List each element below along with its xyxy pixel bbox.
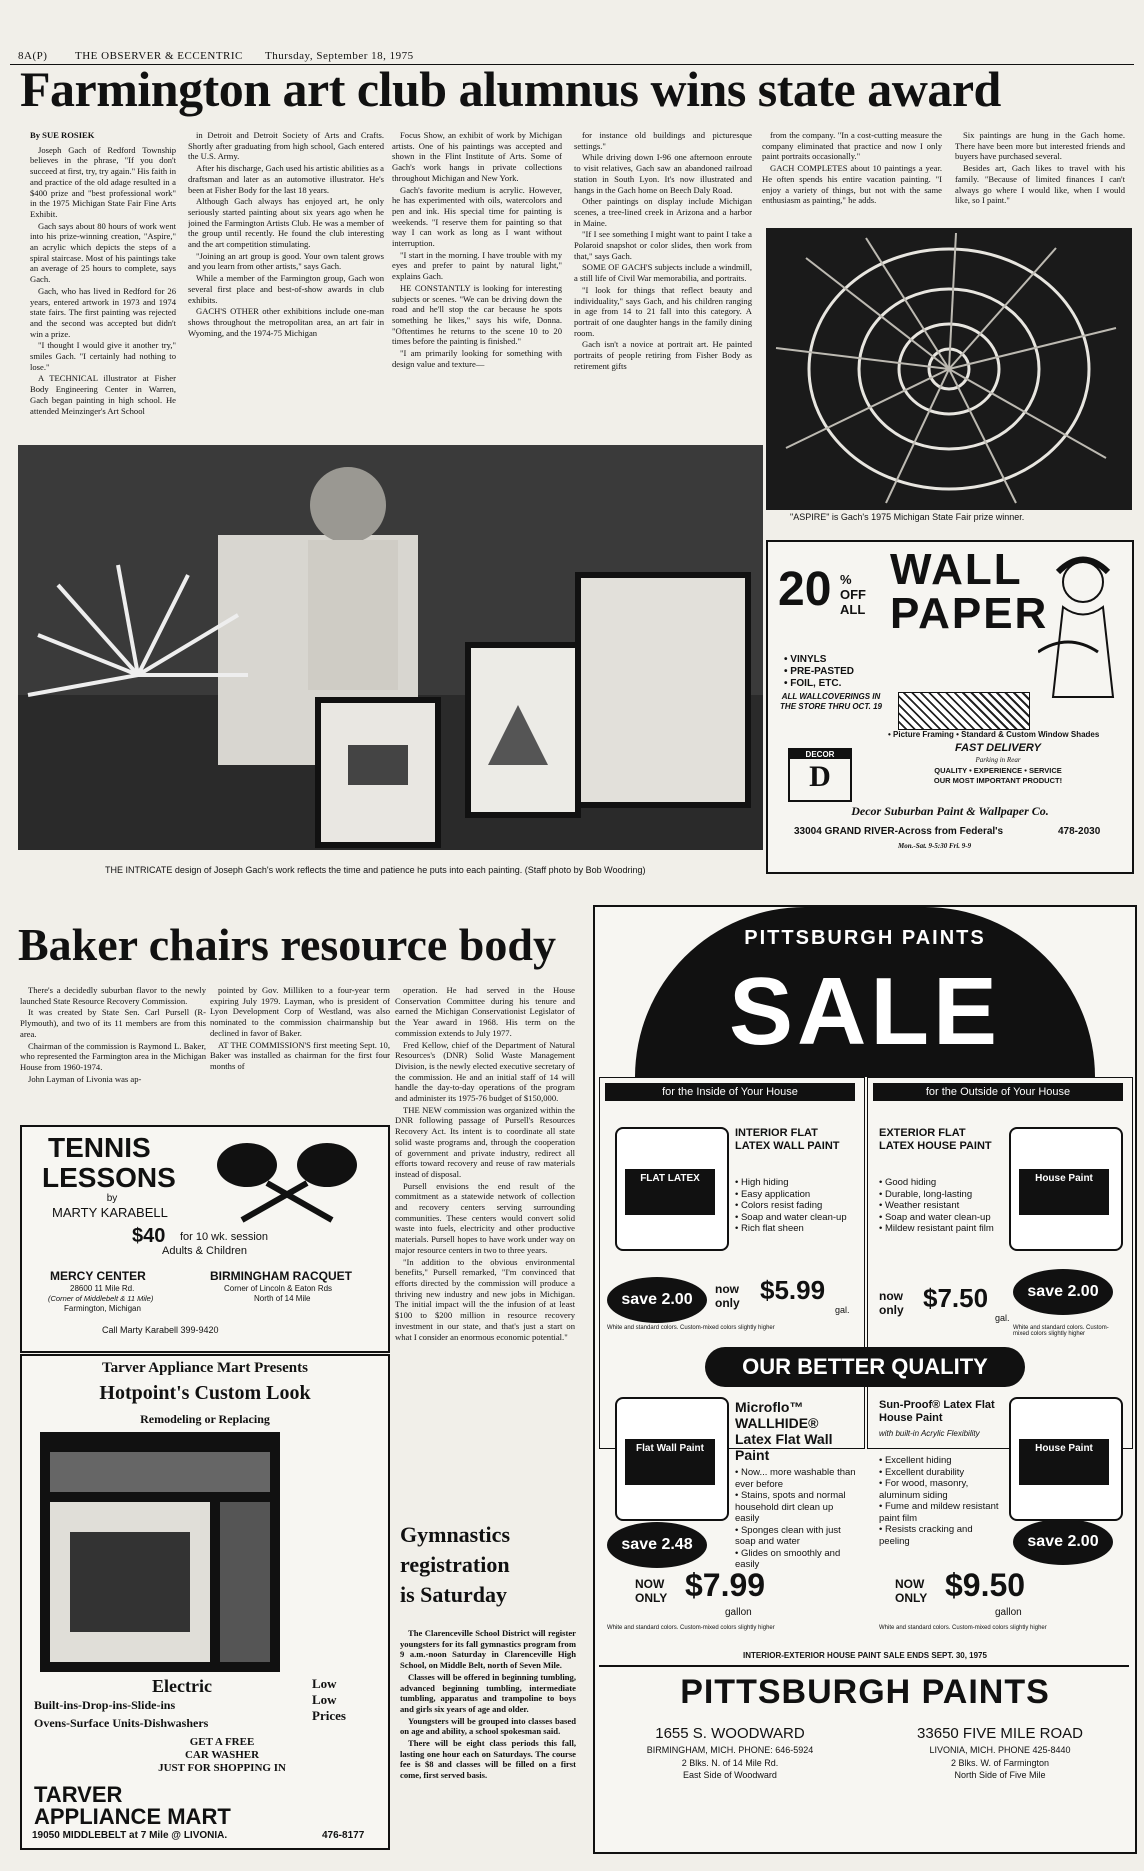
product-4-features: • Excellent hiding • Excellent durability • For wood, masonry, aluminum siding • Fume and mildew resistant paint film • Resists cracking and peeling — [879, 1455, 1004, 1547]
paragraph: A TECHNICAL illustrator at Fisher Body Engineering Center in Warren, Gach began painting in high school. He attended Meinzinger's Art School — [30, 373, 176, 416]
wall-title: WALL — [890, 545, 1023, 594]
paint-can-sunproof: House Paint — [1009, 1397, 1123, 1521]
story1-column-6 — [955, 130, 1125, 230]
inside-tab: for the Inside of Your House — [605, 1083, 855, 1101]
motto: OUR MOST IMPORTANT PRODUCT! — [933, 776, 1063, 785]
tarver-appliance-ad — [20, 1354, 390, 1850]
gymnastics-headline: Gymnastics registration is Saturday — [400, 1522, 510, 1607]
product-1-savings: save 2.00 — [607, 1277, 707, 1323]
product-3-name: Microflo™ WALLHIDE® Latex Flat Wall Paint — [735, 1399, 833, 1463]
low-prices: Low Low Prices — [312, 1676, 346, 1723]
call-line: Call Marty Karabell 399-9420 — [102, 1325, 219, 1335]
store-logo: TARVER APPLIANCE MART — [34, 1782, 231, 1829]
product-2-fine-print: White and standard colors. Custom-mixed colors slightly higher — [1013, 1325, 1109, 1337]
paragraph: Six paintings are hung in the Gach home. There have been more but interested friends and buyers have purchased several. — [955, 130, 1125, 162]
store-1-city: BIRMINGHAM, MICH. PHONE: 646-5924 — [646, 1745, 814, 1755]
paint-can-interior: FLAT LATEX — [615, 1127, 729, 1251]
store-2-city: LIVONIA, MICH. PHONE 425-8440 — [929, 1745, 1071, 1755]
sale-word: SALE — [728, 958, 1002, 1065]
brand-name: PITTSBURGH PAINTS — [680, 1673, 1050, 1711]
paragraph: SOME OF GACH'S subjects include a windmill, a still life of Civil War memorabilia, and portraits. — [574, 262, 752, 284]
paragraph: Other paintings on display include Michigan scenes, a tree-lined creek in Arizona and a harbor in Maine. — [574, 196, 752, 228]
artist-with-paintings-image — [18, 445, 763, 850]
location-1-corner: (Corner of Middlebelt & 11 Mile) — [48, 1294, 154, 1303]
store-name: Decor Suburban Paint & Wallpaper Co. — [851, 804, 1049, 818]
story1-column-4 — [574, 130, 752, 440]
paragraph: for instance old buildings and picturesque settings." — [574, 130, 752, 151]
decor-logo: DECOR D — [788, 748, 852, 802]
spiral-staircase-image — [766, 228, 1132, 510]
product-3-now: NOW ONLY — [635, 1577, 668, 1605]
paragraph: There will be eight class periods this fall, lasting one hour each on Saturdays. The course fee is $8 and classes will be filled on a first come, first served basis. — [400, 1738, 576, 1781]
paragraph: THE NEW commission was organized within the DNR following passage of Pursell's Resources Recovery Act. Its intent is to coordinate all state solid waste programs and, through the cooperation of government and private industry, redirect all efforts toward recovery and reuse of raw materials instead of disposal. — [395, 1104, 575, 1179]
paragraph: John Layman of Livonia was ap- — [28, 1073, 142, 1084]
paragraph: While driving down I-96 one afternoon enroute to visit relatives, Gach saw an abandoned railroad station in South Lyon. It's now illustrated and hangs in the Gach home on Beech Daly Road. — [574, 152, 752, 195]
paragraph: "I look for things that reflect beauty and individuality," says Gach, and his children ranging in age from 14 to 21 fall into this category. A portrait of one daughter hangs in the family dining room. — [574, 284, 752, 338]
store-phone: 478-2030 — [1058, 826, 1101, 837]
price: $40 — [132, 1225, 166, 1247]
paragraph: Although Gach always has enjoyed art, he only seriously started painting about six years ago when he joined the Farmington Artists Club. He was a member of the group until recently. He found the club interesting and the art competition stimulating. — [188, 196, 384, 250]
paragraph: "I am primarily looking for something with design value and texture— — [392, 348, 562, 369]
issue-date: Thursday, September 18, 1975 — [265, 50, 414, 62]
outside-tab: for the Outside of Your House — [873, 1083, 1123, 1101]
paragraph: "In addition to the obvious environmental benefits," Pursell remarked, "I'm convinced that efforts directed by the commission will produce a thriving new industry and new jobs in Michigan. The initial impact will the the infusion of at least $100 to $200 million in resource recovery investment in our state, and that's just a start on what I consider an enormous economic potential." — [395, 1256, 575, 1342]
product-3-features: • Now... more washable than ever before • Stains, spots and normal household dirt clean up easily • Sponges clean with just soap and water • Glides on smoothly and easily — [735, 1467, 860, 1571]
session-length: for 10 wk. session — [180, 1231, 269, 1243]
product-4-subtitle: with built-in Acrylic Flexibility — [879, 1429, 980, 1438]
story1-column-1 — [30, 130, 176, 440]
paragraph: Chairman of the commission is Raymond L. Baker, who represented the Farmington area in the Michigan House from 1960-1974. — [20, 1040, 206, 1072]
paragraph: "If I see something I might want to paint I take a Polaroid snapshot or color slides, then work from that," says Gach. — [574, 229, 752, 261]
paragraph: "I start in the morning. I have trouble with my eyes and prefer to paint by natural light," explains Gach. — [392, 249, 562, 282]
paragraph: Gach says about 80 hours of work went into his prize-winning creation, "Aspire," an acrylic which depicts the steps of a spiral staircase. Most of his paintings take an average of 25 hours to complete, says Gach. — [30, 220, 176, 285]
paragraph: "I thought I would give it another try," smiles Gach. "I certainly had nothing to lose." — [30, 340, 176, 372]
story2-headline: Baker chairs resource body — [18, 919, 556, 970]
aspire-caption: "ASPIRE" is Gach's 1975 Michigan State Fair prize winner. — [790, 512, 1025, 522]
page-number: 8A(P) — [18, 50, 48, 62]
paragraph: Pursell envisions the end result of the commitment as a statewide network of collection and recovery centers serving surrounding communities. These centers would convert solid waste into fuels, electricity and other productive materials. Pursell hopes to have work under way on major resource centers in two to three years. — [395, 1180, 575, 1255]
paragraph: Gach isn't a novice at portrait art. He painted portraits of people retiring from Fisher Body as retirement gifts — [574, 339, 752, 371]
offer-note: ALL WALLCOVERINGS IN THE STORE THRU OCT. 19 — [780, 692, 882, 711]
wallpaper-types — [784, 654, 854, 690]
store-hours: Mon.-Sat. 9-5:30 Fri. 9-9 — [898, 842, 972, 850]
paint-can-exterior: House Paint — [1009, 1127, 1123, 1251]
product-4-fine-print: White and standard colors. Custom-mixed colors slightly higher — [879, 1625, 1047, 1631]
discount-label: % OFF ALL — [840, 572, 866, 617]
store-2-directions: 2 Blks. W. of Farmington — [950, 1758, 1050, 1768]
paragraph: from the company. "In a cost-cutting measure the company eliminated that practice and now I only paint portraits occasionally." — [762, 130, 942, 162]
product-2-now: now only — [879, 1289, 904, 1317]
product-4-savings: save 2.00 — [1013, 1519, 1113, 1565]
paragraph: After his discharge, Gach used his artistic abilities as a draftsman and later as an automotive illustrator. He's been at Fisher Body for the last 18 years. — [188, 163, 384, 195]
product-4-price: $9.50 — [945, 1567, 1026, 1603]
store-address: 33004 GRAND RIVER-Across from Federal's — [794, 826, 1004, 837]
story2-column-3 — [395, 985, 575, 1515]
story1-headline: Farmington art club alumnus wins state award — [20, 61, 1001, 117]
product-4-unit: gallon — [995, 1607, 1022, 1618]
range-illustration — [40, 1432, 280, 1672]
quality-line: QUALITY • EXPERIENCE • SERVICE — [934, 766, 1062, 775]
artist-photo — [18, 445, 763, 850]
product-4-now: NOW ONLY — [895, 1577, 928, 1605]
product-1-price: $5.99 — [760, 1275, 826, 1305]
paragraph: There's a decidedly suburban flavor to the newly launched State Resource Recovery Commission. — [20, 985, 206, 1006]
location-1-name: MERCY CENTER — [50, 1269, 146, 1283]
arc-brand: PITTSBURGH PAINTS — [744, 927, 986, 949]
tarver-title: Hotpoint's Custom Look — [99, 1382, 311, 1404]
paragraph: Youngsters will be grouped into classes based on age and ability, a school spokesman said. — [400, 1715, 576, 1737]
paragraph: While a member of the Farmington group, Gach won several first place and best-of-show awards in club exhibits. — [188, 273, 384, 305]
gymnastics-body — [400, 1628, 576, 1866]
tennis-ad — [20, 1125, 390, 1353]
racquets-icon — [202, 1135, 372, 1225]
paper-name: THE OBSERVER & ECCENTRIC — [75, 50, 243, 62]
paragraph: The Clarenceville School District will register youngsters for its fall gymnastics program from 9 a.m.-noon Saturday in Clarenceville High School, on Middle Belt, north of Seven Mile. — [400, 1628, 576, 1671]
list-item: • PRE-PASTED — [784, 666, 854, 677]
paint-can-wallhide: Flat Wall Paint — [615, 1397, 729, 1521]
sale-ends: INTERIOR-EXTERIOR HOUSE PAINT SALE ENDS SEPT. 30, 1975 — [743, 1651, 987, 1660]
product-2-price: $7.50 — [923, 1283, 989, 1313]
location-2-name: BIRMINGHAM RACQUET — [210, 1269, 352, 1283]
discount-percent: 20 — [778, 563, 832, 616]
audience: Adults & Children — [162, 1245, 247, 1257]
list-item: • VINYLS — [784, 654, 827, 665]
product-3-unit: gallon — [725, 1607, 752, 1618]
list-item: • FOIL, ETC. — [784, 678, 842, 689]
services-line: • Picture Framing • Standard & Custom Window Shades — [888, 730, 1100, 739]
paragraph: AT THE COMMISSION'S first meeting Sept. 10, Baker was installed as chairman for the first four months of — [210, 1039, 390, 1071]
instructor-name: MARTY KARABELL — [52, 1205, 168, 1220]
wallpaper-ad — [766, 540, 1134, 874]
paragraph: Focus Show, an exhibit of work by Michigan artists. One of his paintings was accepted and shown in the Flint Institute of Arts. Some of Gach's work hangs in private collections throughout Michigan and New York. — [392, 130, 562, 183]
product-3-price: $7.99 — [685, 1567, 766, 1603]
story1-column-5 — [762, 130, 942, 230]
woman-illustration — [1038, 552, 1124, 702]
photo-caption: THE INTRICATE design of Joseph Gach's work reflects the time and patience he puts into each painting. (Staff photo by Bob Woodring) — [105, 865, 646, 875]
paragraph: pointed by Gov. Milliken to a four-year term expiring July 1979. Layman, who is president of Lyon Development Corp of Westland, was also nominated to the commission chairmanship but declined in favor of Baker. — [210, 985, 390, 1038]
store-1-directions: 2 Blks. N. of 14 Mile Rd. — [681, 1758, 779, 1768]
electric-label: Electric — [152, 1676, 212, 1696]
parking-note: Parking in Rear — [975, 756, 1021, 764]
tennis-title: TENNIS — [48, 1132, 151, 1163]
pittsburgh-paints-ad — [593, 905, 1137, 1854]
paragraph: Besides art, Gach likes to travel with his family. "Because of limited finances I can't always go where I would like, when I would like, so I paint." — [955, 163, 1125, 206]
product-2-savings: save 2.00 — [1013, 1269, 1113, 1315]
product-1-now: now only — [715, 1282, 740, 1310]
paragraph: Fred Kellow, chief of the Department of Natural Resources's (DNR) Solid Waste Management Division, is the newly elected executive secretary of the commission. He and an initial staff of 14 will handle the day-to-day operations of the program and administer its 1975-76 budget of $150,000. — [395, 1039, 575, 1104]
product-2-name: EXTERIOR FLAT LATEX HOUSE PAINT — [879, 1127, 992, 1152]
location-1-city: Farmington, Michigan — [64, 1304, 141, 1313]
fast-delivery: FAST DELIVERY — [955, 742, 1041, 754]
location-2-note: North of 14 Mile — [254, 1294, 311, 1303]
story2-column-2 — [210, 985, 390, 1113]
store-2-directions-2: North Side of Five Mile — [954, 1770, 1046, 1780]
product-1-features: • High hiding • Easy application • Colors resist fading • Soap and water clean-up • Rich flat sheen — [735, 1177, 860, 1235]
paragraph: GACH'S OTHER other exhibitions include one-man shows throughout the metropolitan area, an art fair in Wyoming, and the 1974-75 Michigan — [188, 306, 384, 338]
paragraph: operation. He had served in the House Conservation Committee during his tenure and earned the Michigan Conservationist Legislator of the Year award in 1968. His term on the commission extends to July 1977. — [395, 985, 575, 1038]
paragraph: Gach's favorite medium is acrylic. However, he has experimented with oils, watercolors and pen and ink. His special time for painting is weekends. "I reserve them for painting so that way I can work as long as I want without interruption. — [392, 184, 562, 249]
story2-column-1 — [20, 985, 206, 1113]
paragraph: HE CONSTANTLY is looking for interesting subjects or scenes. "We can be driving down the road and he'll stop the car because he spots something he likes," says his wife, Donna. "Oftentimes he returns to the scene 10 to 20 times before the painting is finished." — [392, 282, 562, 347]
tarver-address: 19050 MIDDLEBELT at 7 Mile @ LIVONIA. — [32, 1830, 228, 1841]
location-1-address: 28600 11 Mile Rd. — [70, 1284, 135, 1293]
story1-column-2 — [188, 130, 384, 440]
store-1-address: 1655 S. WOODWARD — [655, 1725, 805, 1742]
product-3-savings: save 2.48 — [607, 1522, 707, 1568]
product-1-name: INTERIOR FLAT LATEX WALL PAINT — [735, 1127, 840, 1152]
product-1-unit: gal. — [835, 1305, 850, 1315]
paragraph: in Detroit and Detroit Society of Arts and Crafts. Shortly after graduating from high school, Gach entered the U.S. Army. — [188, 130, 384, 162]
paper-title: PAPER — [890, 589, 1049, 638]
store-2-address: 33650 FIVE MILE ROAD — [917, 1725, 1083, 1742]
product-line-2: Ovens-Surface Units-Dishwashers — [34, 1716, 209, 1730]
product-2-unit: gal. — [995, 1313, 1010, 1323]
tarver-phone: 476-8177 — [322, 1830, 365, 1841]
product-3-fine-print: White and standard colors. Custom-mixed colors slightly higher — [607, 1625, 775, 1631]
product-line-1: Built-ins-Drop-ins-Slide-ins — [34, 1698, 176, 1712]
free-offer: GET A FREE CAR WASHER JUST FOR SHOPPING IN — [158, 1736, 286, 1774]
product-4-name: Sun-Proof® Latex Flat House Paint — [879, 1399, 995, 1424]
product-2-features: • Good hiding • Durable, long-lasting • Weather resistant • Soap and water clean-up • Mildew resistant paint film — [879, 1177, 1004, 1235]
aspire-painting-photo — [766, 228, 1132, 510]
paragraph: Joseph Gach of Redford Township believes in the phrase, "If you don't succeed at first, try, try again." His faith in and practice of the old adage resulted in a $400 prize and "best professional work" in the 1975 Michigan State Fair Fine Arts Exhibit. — [30, 144, 176, 219]
byline: By SUE ROSIEK — [30, 130, 95, 140]
wallpaper-pattern — [898, 692, 1030, 730]
product-1-fine-print: White and standard colors. Custom-mixed colors slightly higher — [607, 1325, 775, 1331]
lessons-title: LESSONS — [42, 1162, 176, 1193]
by-label: by — [106, 1193, 118, 1204]
paragraph: GACH COMPLETES about 10 paintings a year. He often spends his entire vacation painting. "I enjoy a variety of things, but not with the same enthusiasm as painting," he adds. — [762, 163, 942, 206]
paragraph: Gach, who has lived in Redford for 26 years, entered artwork in 1973 and 1974 state fairs. The first painting was rejected and the second was accepted but didn't win a prize. — [30, 285, 176, 339]
tarver-subtitle: Remodeling or Replacing — [140, 1412, 270, 1426]
paragraph: It was created by State Sen. Carl Pursell (R-Plymouth), and two of its 11 members are from this area. — [20, 1007, 206, 1039]
paragraph: "Joining an art group is good. Your own talent grows and you learn from other artists," says Gach. — [188, 250, 384, 272]
divider — [599, 1665, 1129, 1667]
presents-line: Tarver Appliance Mart Presents — [102, 1360, 308, 1376]
paragraph: Classes will be offered in beginning tumbling, advanced beginning tumbling, intermediate tumbling, apparatus and trampoline to boys and girls six years of age and older. — [400, 1671, 576, 1714]
location-2-address: Corner of Lincoln & Eaton Rds — [224, 1284, 333, 1293]
quality-banner: OUR BETTER QUALITY — [705, 1347, 1025, 1387]
story1-column-3 — [392, 130, 562, 440]
store-1-directions-2: East Side of Woodward — [683, 1770, 777, 1780]
